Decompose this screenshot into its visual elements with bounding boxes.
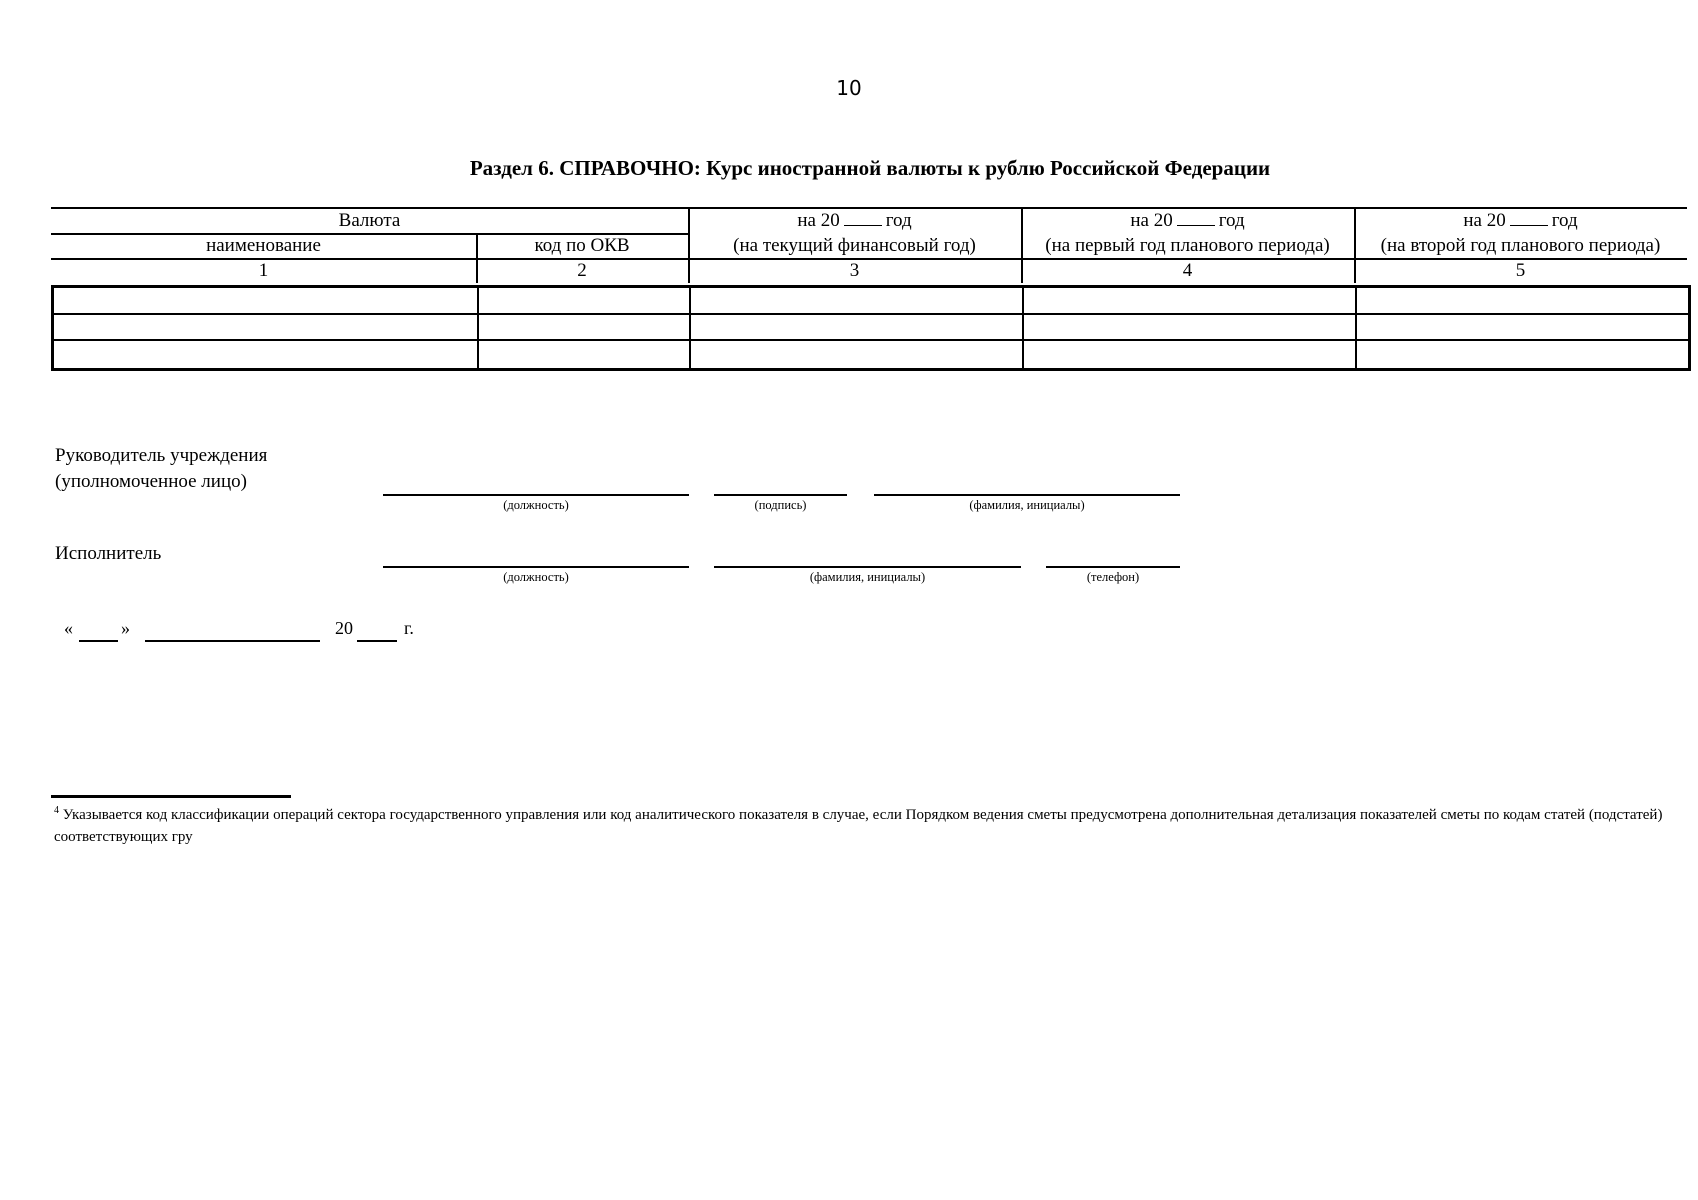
position-line[interactable] [383, 494, 689, 496]
col-divider [1022, 288, 1024, 368]
executor-name-line[interactable] [714, 566, 1021, 568]
footnote [54, 800, 1684, 848]
date-open-quote: « [64, 618, 73, 638]
signature-line[interactable] [714, 494, 847, 496]
currency-header: Валюта [338, 210, 401, 231]
year-blank [1510, 211, 1548, 226]
date-month-line[interactable] [145, 640, 320, 642]
year-blank [844, 211, 882, 226]
col5-sub: (на второй год планового периода) [1380, 235, 1661, 256]
head-label-line1: Руководитель учреждения [55, 445, 268, 466]
date-year-line[interactable] [357, 640, 397, 642]
col-code-header: код по ОКВ [534, 235, 630, 256]
data-grid [51, 285, 1691, 371]
col-number: 5 [1515, 260, 1526, 281]
col-number: 4 [1182, 260, 1193, 281]
phone-line[interactable] [1046, 566, 1180, 568]
col-divider [477, 288, 479, 368]
head-label-line2: (уполномоченное лицо) [55, 471, 247, 492]
year-suffix: год [1218, 210, 1245, 231]
year-blank [1177, 211, 1215, 226]
executor-label: Исполнитель [55, 543, 162, 564]
name-caption: (фамилия, инициалы) [969, 498, 1085, 512]
col5-year [1354, 210, 1687, 232]
year-prefix: на 20 [797, 210, 840, 231]
col3-year [688, 210, 1021, 232]
date-year-suffix: г. [404, 618, 414, 638]
section-title: Раздел 6. СПРАВОЧНО: Курс иностранной валюты к рублю Российской Федерации [469, 156, 1271, 180]
phone-caption: (телефон) [1086, 570, 1140, 584]
year-suffix: год [1551, 210, 1578, 231]
executor-position-caption: (должность) [503, 570, 569, 584]
page-number: 10 [836, 76, 862, 100]
year-suffix: год [885, 210, 912, 231]
position-caption: (должность) [503, 498, 569, 512]
year-prefix: на 20 [1130, 210, 1173, 231]
signature-caption: (подпись) [754, 498, 807, 512]
col-number: 3 [849, 260, 860, 281]
executor-position-line[interactable] [383, 566, 689, 568]
footnote-rule [51, 795, 291, 798]
row-divider [54, 339, 1688, 341]
date-year-prefix: 20 [335, 618, 353, 638]
date-close-quote: » [121, 618, 130, 638]
col-name-header: наименование [206, 235, 321, 256]
col-divider [1355, 288, 1357, 368]
year-prefix: на 20 [1463, 210, 1506, 231]
name-line[interactable] [874, 494, 1180, 496]
footnote-marker: 4 [54, 805, 59, 816]
col-number: 2 [577, 260, 587, 281]
executor-name-caption: (фамилия, инициалы) [809, 570, 926, 584]
col-number: 1 [258, 260, 269, 281]
col4-year [1021, 210, 1354, 232]
col3-sub: (на текущий финансовый год) [733, 235, 976, 256]
date-day-line[interactable] [79, 640, 118, 642]
footnote-text: Указывается код классификации операций сектора государственного управления или код аналитического показателя в случае, если Порядком ведения сметы предусмотрена дополнительная детализация показателей сметы по кодам статей (подстатей) соответствующих гру [54, 807, 1663, 845]
col4-sub: (на первый год планового периода) [1045, 235, 1330, 256]
col-divider [689, 288, 691, 368]
row-divider [54, 313, 1688, 315]
